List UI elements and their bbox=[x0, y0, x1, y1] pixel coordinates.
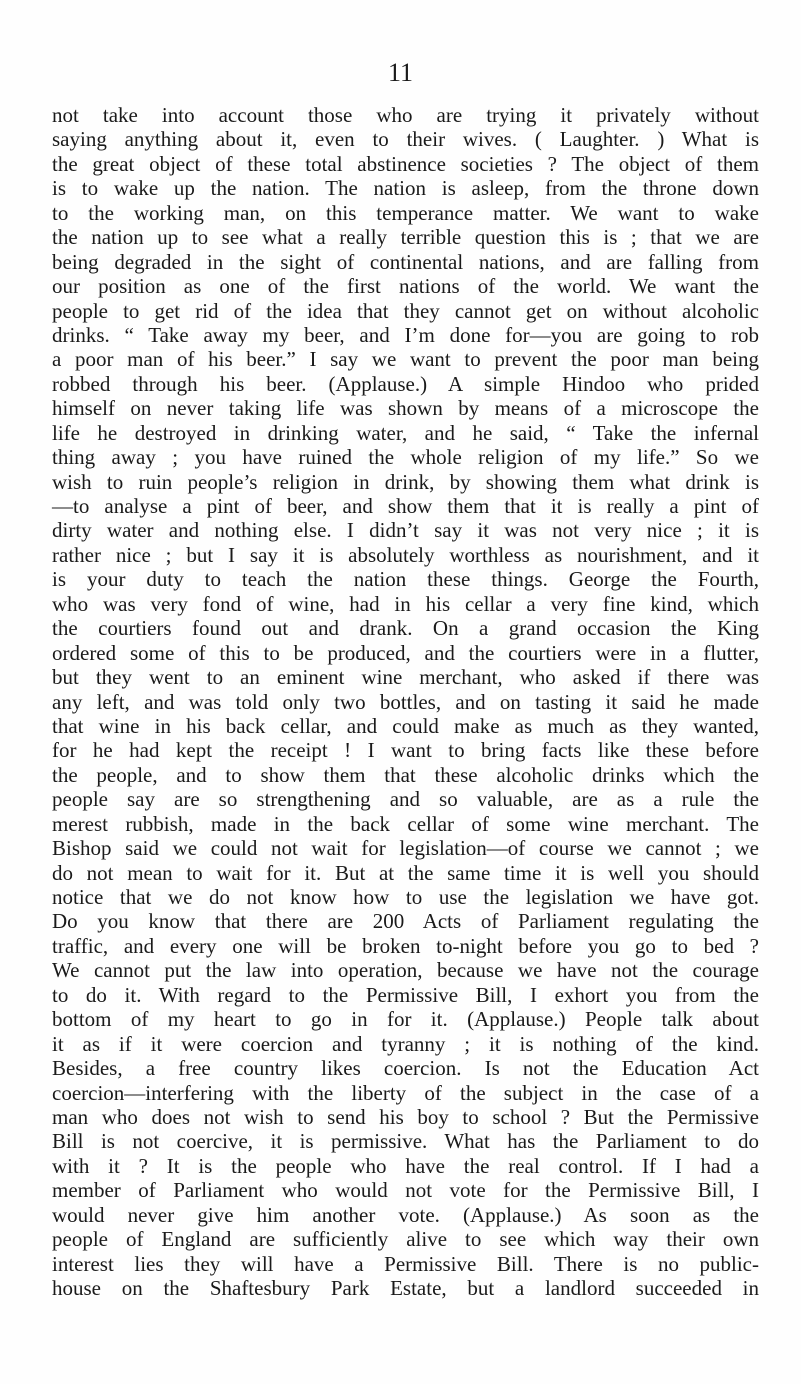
text-line: robbed through his beer. (Applause.) A simple Hindoo who prided bbox=[52, 371, 759, 396]
text-line: the courtiers found out and drank. On a grand occasion the King bbox=[52, 616, 759, 641]
text-line: it as if it were coercion and tyranny ; it is nothing of the kind. bbox=[52, 1031, 759, 1056]
text-line: is to wake up the nation. The nation is asleep, from the throne down bbox=[52, 176, 759, 201]
text-line: life he destroyed in drinking water, and he said, “ Take the infernal bbox=[52, 420, 759, 445]
text-line: not take into account those who are trying it privately without bbox=[52, 103, 759, 127]
text-line: house on the Shaftesbury Park Estate, but a landlord succeeded in bbox=[52, 1276, 759, 1300]
text-line: thing away ; you have ruined the whole religion of my life.” So we bbox=[52, 445, 759, 470]
text-line: but they went to an eminent wine merchant, who asked if there was bbox=[52, 665, 759, 690]
text-line: merest rubbish, made in the back cellar of some wine merchant. The bbox=[52, 811, 759, 836]
text-line: the great object of these total abstinence societies ? The object of them bbox=[52, 151, 759, 176]
text-line: with it ? It is the people who have the real control. If I had a bbox=[52, 1153, 759, 1178]
text-line: Bishop said we could not wait for legislation—of course we cannot ; we bbox=[52, 836, 759, 861]
text-line: the nation up to see what a really terrible question this is ; that we are bbox=[52, 225, 759, 250]
text-line: notice that we do not know how to use the legislation we have got. bbox=[52, 885, 759, 909]
text-line: Besides, a free country likes coercion. Is not the Education Act bbox=[52, 1056, 759, 1081]
text-line: being degraded in the sight of continental nations, and are falling from bbox=[52, 249, 759, 274]
text-line: dirty water and nothing else. I didn’t say it was not very nice ; it is bbox=[52, 518, 759, 543]
text-line: drinks. “ Take away my beer, and I’m done for—you are going to rob bbox=[52, 322, 759, 347]
body-text bbox=[52, 103, 759, 1300]
text-line: to do it. With regard to the Permissive Bill, I exhort you from the bbox=[52, 982, 759, 1007]
text-line: for he had kept the receipt ! I want to bring facts like these before bbox=[52, 738, 759, 763]
text-line: people of England are sufficiently alive to see which way their own bbox=[52, 1227, 759, 1252]
text-line: who was very fond of wine, had in his cellar a very fine kind, which bbox=[52, 591, 759, 616]
text-line: traffic, and every one will be broken to-night before you go to bed ? bbox=[52, 933, 759, 958]
text-line: a poor man of his beer.” I say we want to prevent the poor man being bbox=[52, 347, 759, 372]
text-line: would never give him another vote. (Applause.) As soon as the bbox=[52, 1202, 759, 1227]
text-line: Do you know that there are 200 Acts of Parliament regulating the bbox=[52, 909, 759, 934]
text-line: coercion—interfering with the liberty of the subject in the case of a bbox=[52, 1080, 759, 1105]
text-line: the people, and to show them that these alcoholic drinks which the bbox=[52, 762, 759, 787]
text-line: Bill is not coercive, it is permissive. What has the Parliament to do bbox=[52, 1129, 759, 1154]
text-line: We cannot put the law into operation, because we have not the courage bbox=[52, 958, 759, 983]
page-number: 11 bbox=[387, 58, 414, 87]
text-line: saying anything about it, even to their wives. ( Laughter. ) What is bbox=[52, 127, 759, 152]
text-line: man who does not wish to send his boy to school ? But the Permissive bbox=[52, 1104, 759, 1129]
text-line: wish to ruin people’s religion in drink, by showing them what drink is bbox=[52, 469, 759, 494]
text-line: interest lies they will have a Permissive Bill. There is no public- bbox=[52, 1251, 759, 1276]
text-line: bottom of my heart to go in for it. (Applause.) People talk about bbox=[52, 1007, 759, 1032]
text-line: people to get rid of the idea that they cannot get on without alcoholic bbox=[52, 298, 759, 323]
text-line: himself on never taking life was shown by means of a microscope the bbox=[52, 396, 759, 421]
text-line: people say are so strengthening and so valuable, are as a rule the bbox=[52, 787, 759, 812]
text-line: any left, and was told only two bottles, and on tasting it said he made bbox=[52, 689, 759, 714]
text-line: member of Parliament who would not vote for the Permissive Bill, I bbox=[52, 1178, 759, 1203]
text-line: that wine in his back cellar, and could make as much as they wanted, bbox=[52, 713, 759, 738]
text-line: to the working man, on this temperance matter. We want to wake bbox=[52, 200, 759, 225]
text-line: rather nice ; but I say it is absolutely worthless as nourishment, and it bbox=[52, 542, 759, 567]
text-line: —to analyse a pint of beer, and show them that it is really a pint of bbox=[52, 494, 759, 518]
text-line: is your duty to teach the nation these things. George the Fourth, bbox=[52, 567, 759, 592]
text-line: our position as one of the first nations of the world. We want the bbox=[52, 274, 759, 299]
text-line: do not mean to wait for it. But at the same time it is well you should bbox=[52, 860, 759, 885]
text-line: ordered some of this to be produced, and the courtiers were in a flutter, bbox=[52, 640, 759, 665]
